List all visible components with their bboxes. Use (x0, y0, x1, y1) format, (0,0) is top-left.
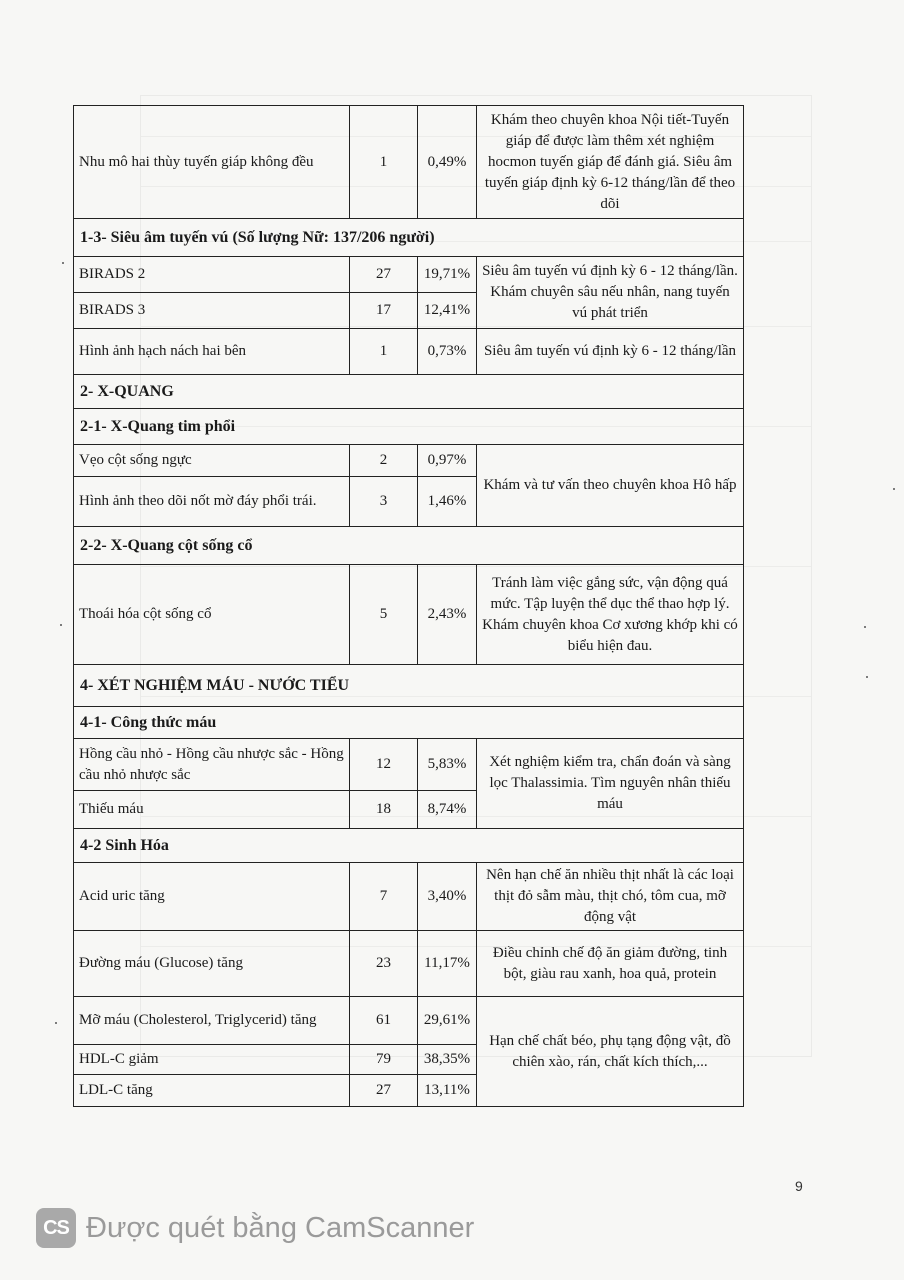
finding-count: 7 (350, 863, 418, 931)
finding-percent: 3,40% (418, 863, 477, 931)
table-row (74, 863, 744, 931)
finding-count: 18 (350, 791, 418, 829)
finding-advice: Khám và tư vấn theo chuyên khoa Hô hấp (477, 445, 744, 527)
scan-speck (893, 488, 895, 490)
finding-label: HDL-C giảm (74, 1045, 350, 1075)
section-title: 4- XÉT NGHIỆM MÁU - NƯỚC TIỂU (74, 665, 744, 707)
finding-count: 1 (350, 329, 418, 375)
finding-count: 23 (350, 931, 418, 997)
finding-label: Thiếu máu (74, 791, 350, 829)
finding-count: 27 (350, 257, 418, 293)
finding-percent: 11,17% (418, 931, 477, 997)
finding-advice: Siêu âm tuyến vú định kỳ 6 - 12 tháng/lần (477, 329, 744, 375)
finding-percent: 38,35% (418, 1045, 477, 1075)
finding-advice: Tránh làm việc gắng sức, vận động quá mức. Tập luyện thể dục thể thao hợp lý. Khám chuyên khoa Cơ xương khớp khi có biểu hiện đau. (477, 565, 744, 665)
section-title: 1-3- Siêu âm tuyến vú (Số lượng Nữ: 137/206 người) (74, 219, 744, 257)
table-row (74, 565, 744, 665)
finding-percent: 1,46% (418, 477, 477, 527)
finding-percent: 0,49% (418, 106, 477, 219)
finding-count: 17 (350, 293, 418, 329)
finding-label: BIRADS 2 (74, 257, 350, 293)
section-header-row (74, 527, 744, 565)
section-header-row (74, 665, 744, 707)
finding-label: BIRADS 3 (74, 293, 350, 329)
finding-count: 27 (350, 1075, 418, 1107)
finding-percent: 29,61% (418, 997, 477, 1045)
finding-count: 3 (350, 477, 418, 527)
scan-speck (864, 626, 866, 628)
finding-percent: 5,83% (418, 739, 477, 791)
section-title: 4-2 Sinh Hóa (74, 829, 744, 863)
finding-label: Đường máu (Glucose) tăng (74, 931, 350, 997)
finding-count: 2 (350, 445, 418, 477)
section-title: 2-1- X-Quang tim phổi (74, 409, 744, 445)
finding-percent: 13,11% (418, 1075, 477, 1107)
table-row (74, 106, 744, 219)
page-number: 9 (795, 1178, 803, 1194)
finding-count: 61 (350, 997, 418, 1045)
finding-count: 5 (350, 565, 418, 665)
table-row (74, 445, 744, 477)
finding-advice: Khám theo chuyên khoa Nội tiết-Tuyến giáp để được làm thêm xét nghiệm hocmon tuyến giáp để đánh giá. Siêu âm tuyến giáp định kỳ 6-12 tháng/lần để theo dõi (477, 106, 744, 219)
finding-advice: Nên hạn chế ăn nhiều thịt nhất là các loại thịt đỏ sẫm màu, thịt chó, tôm cua, mỡ động vật (477, 863, 744, 931)
scan-speck (55, 1022, 57, 1024)
finding-label: Acid uric tăng (74, 863, 350, 931)
finding-label: Nhu mô hai thùy tuyến giáp không đều (74, 106, 350, 219)
scan-speck (62, 262, 64, 264)
camscanner-logo-text: CS (43, 1216, 69, 1239)
finding-label: Hồng cầu nhỏ - Hồng cầu nhược sắc - Hồng cầu nhỏ nhược sắc (74, 739, 350, 791)
finding-percent: 8,74% (418, 791, 477, 829)
watermark-text: Được quét bằng CamScanner (86, 1211, 475, 1244)
section-header-row (74, 829, 744, 863)
finding-count: 79 (350, 1045, 418, 1075)
finding-label: Mỡ máu (Cholesterol, Triglycerid) tăng (74, 997, 350, 1045)
finding-percent: 0,73% (418, 329, 477, 375)
section-title: 2- X-QUANG (74, 375, 744, 409)
section-title: 2-2- X-Quang cột sống cổ (74, 527, 744, 565)
finding-count: 1 (350, 106, 418, 219)
finding-label: LDL-C tăng (74, 1075, 350, 1107)
finding-label: Hình ảnh theo dõi nốt mờ đáy phổi trái. (74, 477, 350, 527)
finding-advice: Siêu âm tuyến vú định kỳ 6 - 12 tháng/lần. Khám chuyên sâu nếu nhân, nang tuyến vú phát triển (477, 257, 744, 329)
table-row (74, 931, 744, 997)
scan-speck (866, 676, 868, 678)
scan-speck (60, 624, 62, 626)
finding-label: Vẹo cột sống ngực (74, 445, 350, 477)
finding-percent: 12,41% (418, 293, 477, 329)
finding-label: Hình ảnh hạch nách hai bên (74, 329, 350, 375)
health-statistics-table (73, 105, 744, 1107)
section-header-row (74, 707, 744, 739)
table-row (74, 329, 744, 375)
section-header-row (74, 409, 744, 445)
table-row (74, 739, 744, 791)
finding-percent: 2,43% (418, 565, 477, 665)
section-header-row (74, 375, 744, 409)
table-row (74, 257, 744, 293)
finding-advice: Điều chỉnh chế độ ăn giảm đường, tinh bột, giàu rau xanh, hoa quả, protein (477, 931, 744, 997)
section-header-row (74, 219, 744, 257)
finding-percent: 19,71% (418, 257, 477, 293)
finding-advice: Hạn chế chất béo, phụ tạng động vật, đồ chiên xào, rán, chất kích thích,... (477, 997, 744, 1107)
camscanner-logo-icon (36, 1208, 76, 1248)
finding-advice: Xét nghiệm kiểm tra, chẩn đoán và sàng lọc Thalassimia. Tìm nguyên nhân thiếu máu (477, 739, 744, 829)
camscanner-watermark (36, 1206, 474, 1250)
finding-label: Thoái hóa cột sống cổ (74, 565, 350, 665)
finding-percent: 0,97% (418, 445, 477, 477)
section-title: 4-1- Công thức máu (74, 707, 744, 739)
table-row (74, 997, 744, 1045)
finding-count: 12 (350, 739, 418, 791)
